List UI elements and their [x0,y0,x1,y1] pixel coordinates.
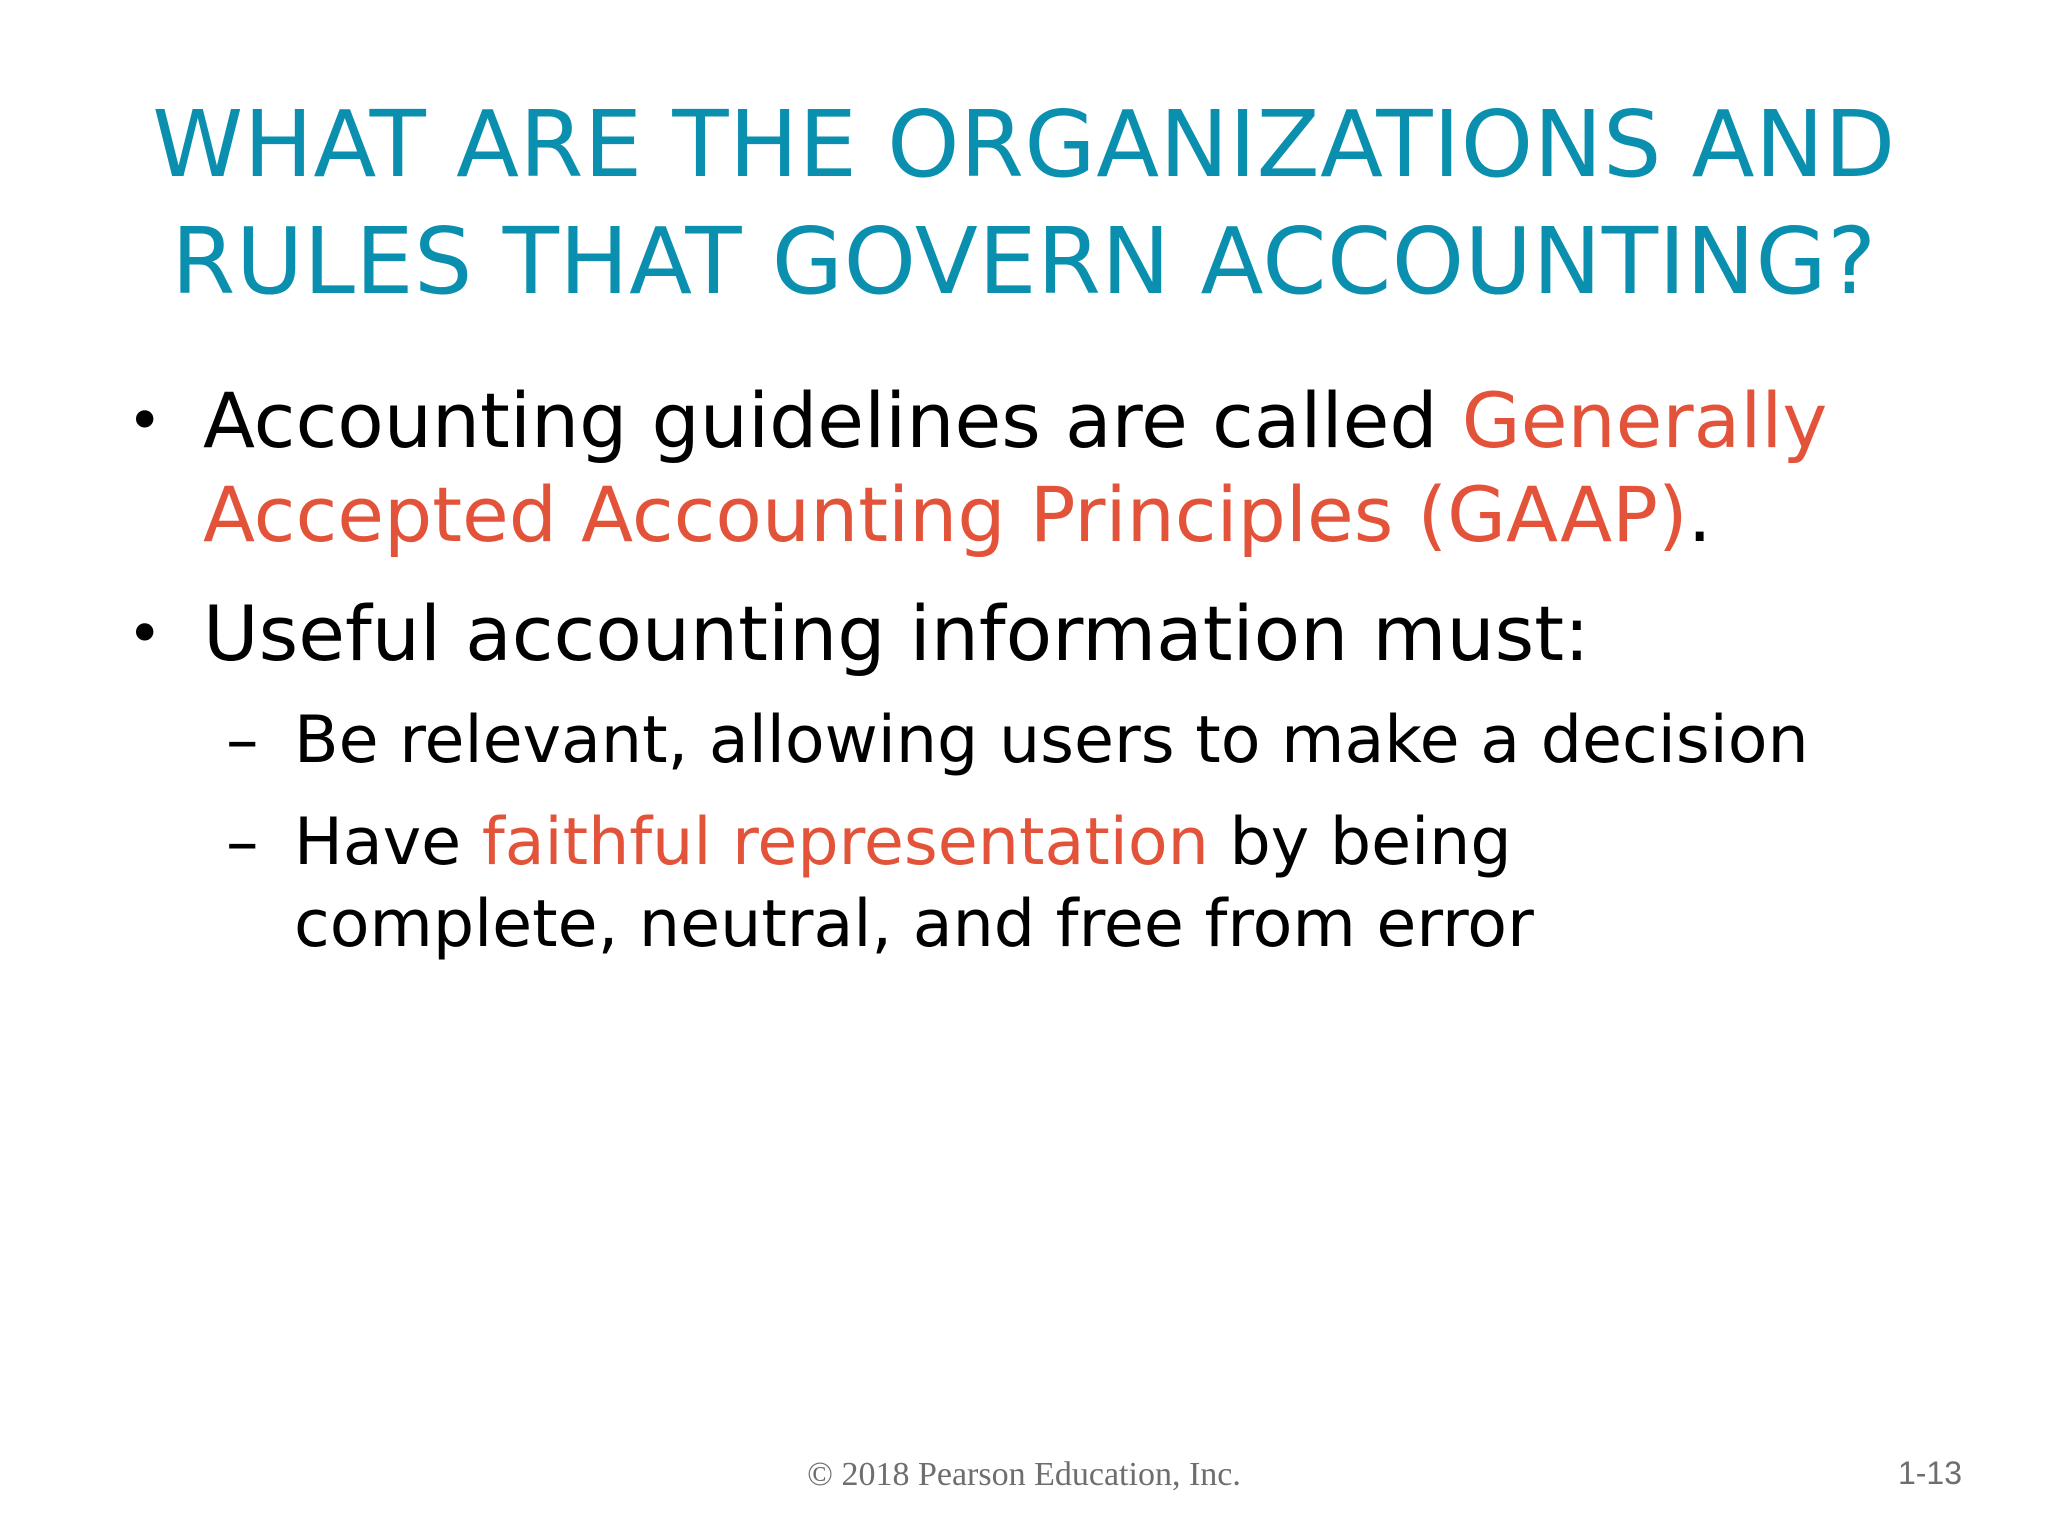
sub-bullet-faithful-highlight: faithful representation [481,805,1209,880]
sub-bullet-faithful-text-before: Have [294,805,482,880]
bullet-gaap-highlight-line-2: Accepted Accounting Principles (GAAP) [203,470,1688,559]
sub-bullet-faithful-line-2: complete, neutral, and free from error [294,887,1534,962]
footer-page-number: 1-13 [1897,1455,1962,1491]
bullet-gaap-highlight-line-1: Generally [1461,376,1828,465]
bullet-gaap-text: Accounting guidelines are called [203,376,1462,465]
bullet-useful-info-text: Useful accounting information must: [203,589,1590,678]
bullet-marker: • [127,599,163,669]
bullet-gaap [127,374,1828,468]
slide-title-line-2: RULES THAT GOVERN ACCOUNTING? [171,208,1877,315]
slide-title-line-1: WHAT ARE THE ORGANIZATIONS AND [152,91,1896,198]
sub-bullet-relevant-text: Be relevant, allowing users to make a decision [294,703,1809,778]
footer-copyright: © 2018 Pearson Education, Inc. [807,1456,1241,1493]
sub-bullet-faithful [226,802,1512,884]
bullet-gaap-continuation [203,468,1712,562]
bullet-marker: • [127,386,163,456]
sub-bullet-faithful-continuation [294,884,1534,966]
sub-bullet-faithful-text-after: by being [1208,805,1512,880]
sub-bullet-relevant [226,700,1809,782]
sub-bullet-marker: – [226,805,259,880]
bullet-useful-info [127,587,1590,681]
bullet-gaap-period: . [1687,470,1712,559]
sub-bullet-marker: – [226,703,259,778]
